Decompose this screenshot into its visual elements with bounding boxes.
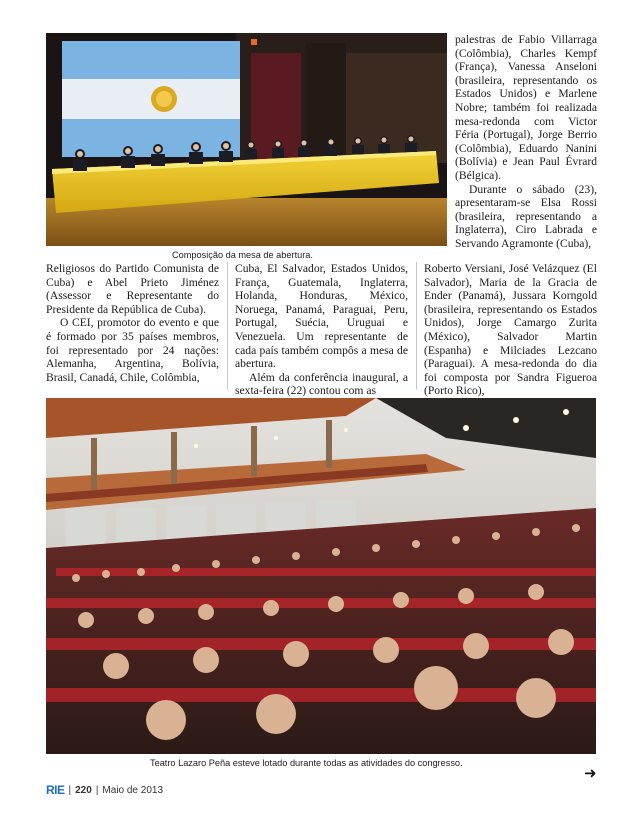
photo-theater-audience — [46, 398, 596, 754]
footer-separator: | — [68, 784, 72, 796]
column-right-top — [455, 33, 597, 251]
next-page-arrow-icon: ➜ — [584, 764, 597, 782]
paragraph: Roberto Versiani, José Velázquez (El Salvador), Maria de la Gracia de Ender (Panamá), Jussara Korngold (brasileira, representando os Estados Unidos), Jorge Camargo Zurita (México), Salvador Martin (Espanha) e Milciades Lezcano (Paraguai). A mesa-redonda do dia foi composta por Sandra Figueroa (Porto Rico), — [424, 262, 597, 398]
column-divider — [227, 262, 228, 390]
column-3 — [424, 262, 597, 398]
page-number: 220 — [75, 784, 92, 796]
paragraph: palestras de Fabio Villarraga (Colômbia), Charles Kempf (França), Vanessa Anseloni (brasileira, representando os Estados Unidos) e Marlene Nobre; também foi realizada mesa-redonda com Victor Féria (Portugal), Jorge Berrio (Colômbia), Eduardo Nanini (Bolívia) e Jean Paul Évrard (Bélgica). — [455, 33, 597, 182]
column-divider — [416, 262, 417, 390]
column-2 — [235, 262, 408, 398]
photo1-caption: Composição da mesa de abertura. — [172, 250, 313, 260]
paragraph: Cuba, El Salvador, Estados Unidos, França, Guatemala, Inglaterra, Holanda, Honduras, México, Noruega, Panamá, Paraguai, Peru, Portugal, Suécia, Uruguai e Venezuela. Um representante de cada país também compôs a mesa de abertura. — [235, 262, 408, 371]
footer-separator: | — [95, 784, 99, 796]
magazine-logo: RIE — [46, 783, 65, 797]
page-footer — [46, 783, 163, 797]
column-1 — [46, 262, 219, 384]
paragraph: Durante o sábado (23), apresentaram-se Elsa Rossi (brasileira, representando a Inglaterra), Ciro Labrada e Servando Agramonte (Cuba), — [455, 182, 597, 250]
paragraph: Religiosos do Partido Comunista de Cuba) e Abel Prieto Jiménez (Assessor e Representante do Presidente da República de Cuba). — [46, 262, 219, 316]
photo-opening-table — [46, 33, 447, 246]
paragraph: O CEI, promotor do evento e que é formado por 35 países membros, foi representado por 24 nações: Alemanha, Argentina, Bolívia, Brasil, Canadá, Chile, Colômbia, — [46, 316, 219, 384]
issue-date: Maio de 2013 — [102, 784, 164, 796]
photo2-caption: Teatro Lazaro Peña esteve lotado durante todas as atividades do congresso. — [150, 758, 463, 768]
paragraph: Além da conferência inaugural, a sexta-feira (22) contou com as — [235, 370, 408, 398]
